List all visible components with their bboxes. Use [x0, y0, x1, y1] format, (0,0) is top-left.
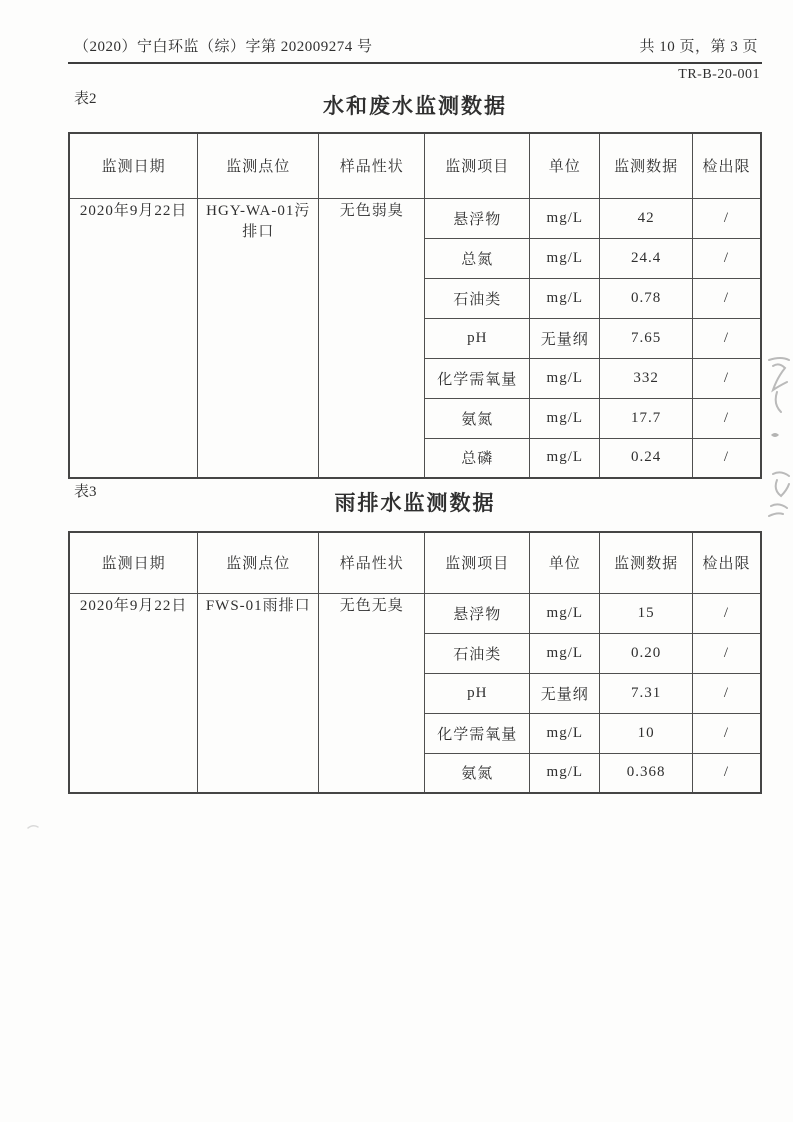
- table2-caption: [68, 84, 762, 130]
- item-cell: 石油类: [425, 633, 530, 673]
- item-cell: 石油类: [425, 278, 530, 318]
- table3-caption: [68, 479, 762, 529]
- col-header-item: 监测项目: [425, 133, 530, 198]
- monitoring-site-cell: FWS-01雨排口: [198, 593, 319, 793]
- item-cell: pH: [425, 318, 530, 358]
- limit-cell: /: [692, 713, 761, 753]
- value-cell: 0.20: [600, 633, 693, 673]
- item-cell: 化学需氧量: [425, 713, 530, 753]
- value-cell: 15: [600, 593, 693, 633]
- limit-cell: /: [692, 633, 761, 673]
- table3-label: 表3: [74, 484, 97, 500]
- value-cell: 0.368: [600, 753, 693, 793]
- item-cell: 化学需氧量: [425, 358, 530, 398]
- page-header: [68, 36, 762, 64]
- limit-cell: /: [692, 238, 761, 278]
- unit-cell: mg/L: [530, 713, 600, 753]
- unit-cell: mg/L: [530, 278, 600, 318]
- col-header-date: 监测日期: [69, 133, 198, 198]
- unit-cell: mg/L: [530, 438, 600, 478]
- col-header-limit: 检出限: [692, 532, 761, 593]
- unit-cell: 无量纲: [530, 673, 600, 713]
- col-header-appearance: 样品性状: [319, 133, 425, 198]
- limit-cell: /: [692, 398, 761, 438]
- table2-label: 表2: [74, 91, 97, 107]
- limit-cell: /: [692, 673, 761, 713]
- limit-cell: /: [692, 358, 761, 398]
- limit-cell: /: [692, 438, 761, 478]
- edge-mark-dot: [768, 428, 782, 442]
- item-cell: 总磷: [425, 438, 530, 478]
- value-cell: 7.31: [600, 673, 693, 713]
- report-code: TR-B-20-001: [678, 67, 760, 82]
- unit-cell: mg/L: [530, 633, 600, 673]
- table-row: [69, 593, 761, 633]
- rainwater-monitoring-table: [68, 531, 762, 794]
- limit-cell: /: [692, 593, 761, 633]
- value-cell: 0.24: [600, 438, 693, 478]
- sample-appearance-cell: 无色弱臭: [319, 198, 425, 478]
- col-header-site: 监测点位: [198, 532, 319, 593]
- unit-cell: mg/L: [530, 593, 600, 633]
- col-header-appearance: 样品性状: [319, 532, 425, 593]
- value-cell: 24.4: [600, 238, 693, 278]
- col-header-value: 监测数据: [600, 532, 693, 593]
- unit-cell: mg/L: [530, 238, 600, 278]
- edge-scribble: [763, 352, 793, 422]
- col-header-date: 监测日期: [69, 532, 198, 593]
- value-cell: 17.7: [600, 398, 693, 438]
- limit-cell: /: [692, 318, 761, 358]
- col-header-site: 监测点位: [198, 133, 319, 198]
- limit-cell: /: [692, 198, 761, 238]
- wastewater-monitoring-table: [68, 132, 762, 479]
- col-header-unit: 单位: [530, 532, 600, 593]
- monitoring-date-cell: 2020年9月22日: [69, 593, 198, 793]
- item-cell: 氨氮: [425, 398, 530, 438]
- monitoring-date-cell: 2020年9月22日: [69, 198, 198, 478]
- table-header-row: [69, 532, 761, 593]
- limit-cell: /: [692, 278, 761, 318]
- monitoring-site-cell: HGY-WA-01污排口: [198, 198, 319, 478]
- item-cell: 悬浮物: [425, 198, 530, 238]
- table-row: [69, 198, 761, 238]
- value-cell: 332: [600, 358, 693, 398]
- unit-cell: mg/L: [530, 753, 600, 793]
- edge-scribble: [765, 468, 793, 530]
- unit-cell: mg/L: [530, 198, 600, 238]
- item-cell: pH: [425, 673, 530, 713]
- col-header-value: 监测数据: [600, 133, 693, 198]
- sample-appearance-cell: 无色无臭: [319, 593, 425, 793]
- table2-title: 水和废水监测数据: [323, 94, 507, 118]
- unit-cell: 无量纲: [530, 318, 600, 358]
- table3-title: 雨排水监测数据: [334, 491, 496, 515]
- item-cell: 总氮: [425, 238, 530, 278]
- item-cell: 悬浮物: [425, 593, 530, 633]
- value-cell: 0.78: [600, 278, 693, 318]
- col-header-limit: 检出限: [692, 133, 761, 198]
- unit-cell: mg/L: [530, 398, 600, 438]
- value-cell: 10: [600, 713, 693, 753]
- table-header-row: [69, 133, 761, 198]
- unit-cell: mg/L: [530, 358, 600, 398]
- value-cell: 7.65: [600, 318, 693, 358]
- value-cell: 42: [600, 198, 693, 238]
- item-cell: 氨氮: [425, 753, 530, 793]
- edge-speck: [24, 818, 42, 834]
- limit-cell: /: [692, 753, 761, 793]
- doc-number: （2020）宁白环监（综）字第 202009274 号: [74, 39, 373, 55]
- page-indicator: 共 10 页，第 3 页: [639, 39, 758, 55]
- col-header-item: 监测项目: [425, 532, 530, 593]
- page-content: [68, 36, 762, 794]
- col-header-unit: 单位: [530, 133, 600, 198]
